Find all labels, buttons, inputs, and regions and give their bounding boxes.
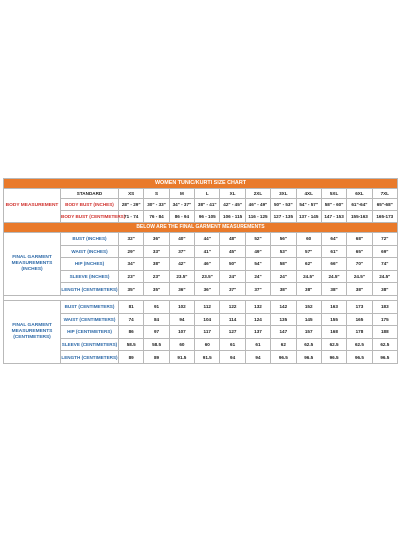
table-row xyxy=(4,300,398,313)
table-cell: 62 xyxy=(271,338,296,351)
table-cell: 54" - 57" xyxy=(296,199,321,211)
chart-title: WOMEN TUNIC/KURTI SIZE CHART xyxy=(4,179,398,189)
table-cell: 38" xyxy=(144,258,169,271)
table-cell: 61"-64" xyxy=(347,199,372,211)
table-cell: 122 xyxy=(220,300,245,313)
size-header: XS xyxy=(119,189,144,199)
table-cell: 62" xyxy=(296,258,321,271)
inches-section-lead: FINAL GARMENT MEASUREMENTS (INCHES) xyxy=(4,233,61,296)
table-cell: 116 - 125 xyxy=(245,211,270,223)
table-cell: 68" xyxy=(347,233,372,246)
row-label: BUST (CENTIMETERS) xyxy=(61,300,119,313)
table-cell: 96 - 105 xyxy=(195,211,220,223)
table-cell: 46" - 49" xyxy=(245,199,270,211)
table-cell: 97 xyxy=(144,326,169,339)
row-label: LENGTH (CENTIMETERS) xyxy=(61,351,119,364)
table-cell: 96.5 xyxy=(296,351,321,364)
size-header: XL xyxy=(220,189,245,199)
table-row xyxy=(4,283,398,296)
table-cell: 107 xyxy=(169,326,194,339)
table-cell: 61 xyxy=(245,338,270,351)
row-label: HIP (CENTIMETERS) xyxy=(61,326,119,339)
size-chart xyxy=(3,178,397,364)
table-cell: 102 xyxy=(169,300,194,313)
size-header: 6XL xyxy=(347,189,372,199)
table-cell: 62.5 xyxy=(372,338,397,351)
table-cell: 40" xyxy=(169,233,194,246)
table-cell: 188 xyxy=(372,326,397,339)
table-cell: 94 xyxy=(220,351,245,364)
table-cell: 38" xyxy=(321,283,346,296)
table-cell: 114 xyxy=(220,313,245,326)
table-row xyxy=(4,211,398,223)
final-garment-banner-row xyxy=(4,223,398,233)
table-cell: 33" xyxy=(144,245,169,258)
table-cell: 127 xyxy=(220,326,245,339)
table-cell: 69" xyxy=(372,245,397,258)
table-cell: 178 xyxy=(347,326,372,339)
table-cell: 41" xyxy=(195,245,220,258)
table-cell: 66" xyxy=(321,258,346,271)
table-cell: 35" xyxy=(119,283,144,296)
table-cell: 23.5" xyxy=(195,270,220,283)
table-cell: 173 xyxy=(347,300,372,313)
table-row xyxy=(4,233,398,246)
table-cell: 96.5 xyxy=(321,351,346,364)
table-cell: 74" xyxy=(372,258,397,271)
table-cell: 157 xyxy=(296,326,321,339)
table-cell: 36" xyxy=(195,283,220,296)
table-cell: 94 xyxy=(245,351,270,364)
table-cell: 44" xyxy=(195,233,220,246)
table-cell: 112 xyxy=(195,300,220,313)
table-row xyxy=(4,351,398,364)
table-cell: 54" xyxy=(245,258,270,271)
table-cell: 175 xyxy=(372,313,397,326)
table-cell: 28" - 29" xyxy=(119,199,144,211)
row-label: BODY BUST (CENTIMETERS) xyxy=(61,211,119,223)
table-cell: 62.5 xyxy=(296,338,321,351)
table-cell: 91.5 xyxy=(169,351,194,364)
table-cell: 57" xyxy=(296,245,321,258)
table-cell: 94 xyxy=(169,313,194,326)
table-cell: 72" xyxy=(372,233,397,246)
table-cell: 58" - 60" xyxy=(321,199,346,211)
table-cell: 124 xyxy=(245,313,270,326)
table-cell: 36" xyxy=(144,233,169,246)
table-cell: 52" xyxy=(245,233,270,246)
table-cell: 147 - 153 xyxy=(321,211,346,223)
table-cell: 142 xyxy=(271,300,296,313)
table-row xyxy=(4,245,398,258)
table-cell: 84 xyxy=(144,313,169,326)
table-cell: 48" xyxy=(220,233,245,246)
row-label: SLEEVE (INCHES) xyxy=(61,270,119,283)
table-cell: 23" xyxy=(144,270,169,283)
table-cell: 86 - 94 xyxy=(169,211,194,223)
table-cell: 32" xyxy=(119,233,144,246)
table-cell: 147 xyxy=(271,326,296,339)
centimeters-section-lead: FINAL GARMENT MEASUREMENTS (CENTIMETERS) xyxy=(4,300,61,363)
table-cell: 86 xyxy=(119,326,144,339)
row-label: WAIST (CENTIMETERS) xyxy=(61,313,119,326)
table-cell: 81 xyxy=(119,300,144,313)
row-label: LENGTH (CENTIMETERS) xyxy=(61,283,119,296)
table-cell: 58" xyxy=(271,258,296,271)
table-cell: 38" xyxy=(372,283,397,296)
size-header: M xyxy=(169,189,194,199)
table-cell: 132 xyxy=(245,300,270,313)
table-cell: 29" xyxy=(119,245,144,258)
table-cell: 37" xyxy=(220,283,245,296)
table-cell: 61 xyxy=(220,338,245,351)
row-label: BUST (INCHES) xyxy=(61,233,119,246)
table-cell: 38" - 41" xyxy=(195,199,220,211)
size-header: 2XL xyxy=(245,189,270,199)
table-cell: 24.5" xyxy=(347,270,372,283)
table-cell: 89 xyxy=(144,351,169,364)
table-cell: 91 xyxy=(144,300,169,313)
row-label: BODY BUST (INCHES) xyxy=(61,199,119,211)
table-cell: 64" xyxy=(321,233,346,246)
table-cell: 42" xyxy=(169,258,194,271)
table-cell: 65" xyxy=(347,245,372,258)
table-cell: 65"-68" xyxy=(372,199,397,211)
standard-header: STANDARD xyxy=(61,189,119,199)
table-cell: 34" xyxy=(119,258,144,271)
table-cell: 24.5" xyxy=(372,270,397,283)
row-label: WAIST (INCHES) xyxy=(61,245,119,258)
table-cell: 152 xyxy=(296,300,321,313)
table-cell: 53" xyxy=(271,245,296,258)
table-cell: 24.5" xyxy=(296,270,321,283)
size-header-row xyxy=(4,189,398,199)
table-cell: 46" xyxy=(195,258,220,271)
body-measurement-lead: BODY MEASUREMENT xyxy=(4,189,61,223)
table-cell: 24" xyxy=(220,270,245,283)
table-cell: 89 xyxy=(119,351,144,364)
table-cell: 24" xyxy=(271,270,296,283)
table-cell: 50" xyxy=(220,258,245,271)
table-cell: 76 - 84 xyxy=(144,211,169,223)
table-cell: 35" xyxy=(144,283,169,296)
table-cell: 62.5 xyxy=(321,338,346,351)
table-cell: 91.5 xyxy=(195,351,220,364)
table-cell: 45" xyxy=(220,245,245,258)
table-cell: 37" xyxy=(245,283,270,296)
size-header: 3XL xyxy=(271,189,296,199)
table-row xyxy=(4,338,398,351)
table-cell: 23" xyxy=(119,270,144,283)
table-cell: 74 xyxy=(119,313,144,326)
size-header: 4XL xyxy=(296,189,321,199)
table-cell: 50" - 53" xyxy=(271,199,296,211)
table-cell: 96.5 xyxy=(372,351,397,364)
table-cell: 137 - 145 xyxy=(296,211,321,223)
table-cell: 168 xyxy=(321,326,346,339)
table-cell: 183 xyxy=(372,300,397,313)
table-cell: 165-173 xyxy=(372,211,397,223)
table-cell: 49" xyxy=(245,245,270,258)
table-cell: 96.5 xyxy=(347,351,372,364)
size-header: 7XL xyxy=(372,189,397,199)
table-cell: 58.5 xyxy=(119,338,144,351)
size-header: S xyxy=(144,189,169,199)
table-cell: 34" - 37" xyxy=(169,199,194,211)
table-cell: 38" xyxy=(271,283,296,296)
table-cell: 60 xyxy=(296,233,321,246)
table-cell: 71 - 74 xyxy=(119,211,144,223)
table-cell: 62.5 xyxy=(347,338,372,351)
table-cell: 137 xyxy=(245,326,270,339)
table-cell: 145 xyxy=(296,313,321,326)
chart-title-row xyxy=(4,179,398,189)
table-cell: 36" xyxy=(169,283,194,296)
table-cell: 58.5 xyxy=(144,338,169,351)
table-cell: 165 xyxy=(347,313,372,326)
table-cell: 56" xyxy=(271,233,296,246)
table-row xyxy=(4,326,398,339)
table-cell: 60 xyxy=(169,338,194,351)
table-cell: 23.5" xyxy=(169,270,194,283)
size-header: L xyxy=(195,189,220,199)
table-cell: 61" xyxy=(321,245,346,258)
final-garment-banner: BELOW ARE THE FINAL GARMENT MEASUREMENTS xyxy=(4,223,398,233)
table-cell: 106 - 115 xyxy=(220,211,245,223)
table-row xyxy=(4,313,398,326)
table-row xyxy=(4,199,398,211)
table-cell: 38" xyxy=(296,283,321,296)
table-cell: 24" xyxy=(245,270,270,283)
table-cell: 38" xyxy=(347,283,372,296)
row-label: HIP (INCHES) xyxy=(61,258,119,271)
table-cell: 155 xyxy=(321,313,346,326)
table-cell: 60 xyxy=(195,338,220,351)
table-cell: 135 xyxy=(271,313,296,326)
size-chart-table xyxy=(3,178,398,364)
table-row xyxy=(4,258,398,271)
table-cell: 37" xyxy=(169,245,194,258)
table-cell: 155-163 xyxy=(347,211,372,223)
table-cell: 24.5" xyxy=(321,270,346,283)
table-cell: 42" - 45" xyxy=(220,199,245,211)
table-cell: 104 xyxy=(195,313,220,326)
table-cell: 30" - 33" xyxy=(144,199,169,211)
table-cell: 70" xyxy=(347,258,372,271)
table-cell: 163 xyxy=(321,300,346,313)
table-cell: 96.5 xyxy=(271,351,296,364)
table-cell: 127 - 135 xyxy=(271,211,296,223)
table-row xyxy=(4,270,398,283)
row-label: SLEEVE (CENTIMETERS) xyxy=(61,338,119,351)
table-cell: 117 xyxy=(195,326,220,339)
size-header: 5XL xyxy=(321,189,346,199)
